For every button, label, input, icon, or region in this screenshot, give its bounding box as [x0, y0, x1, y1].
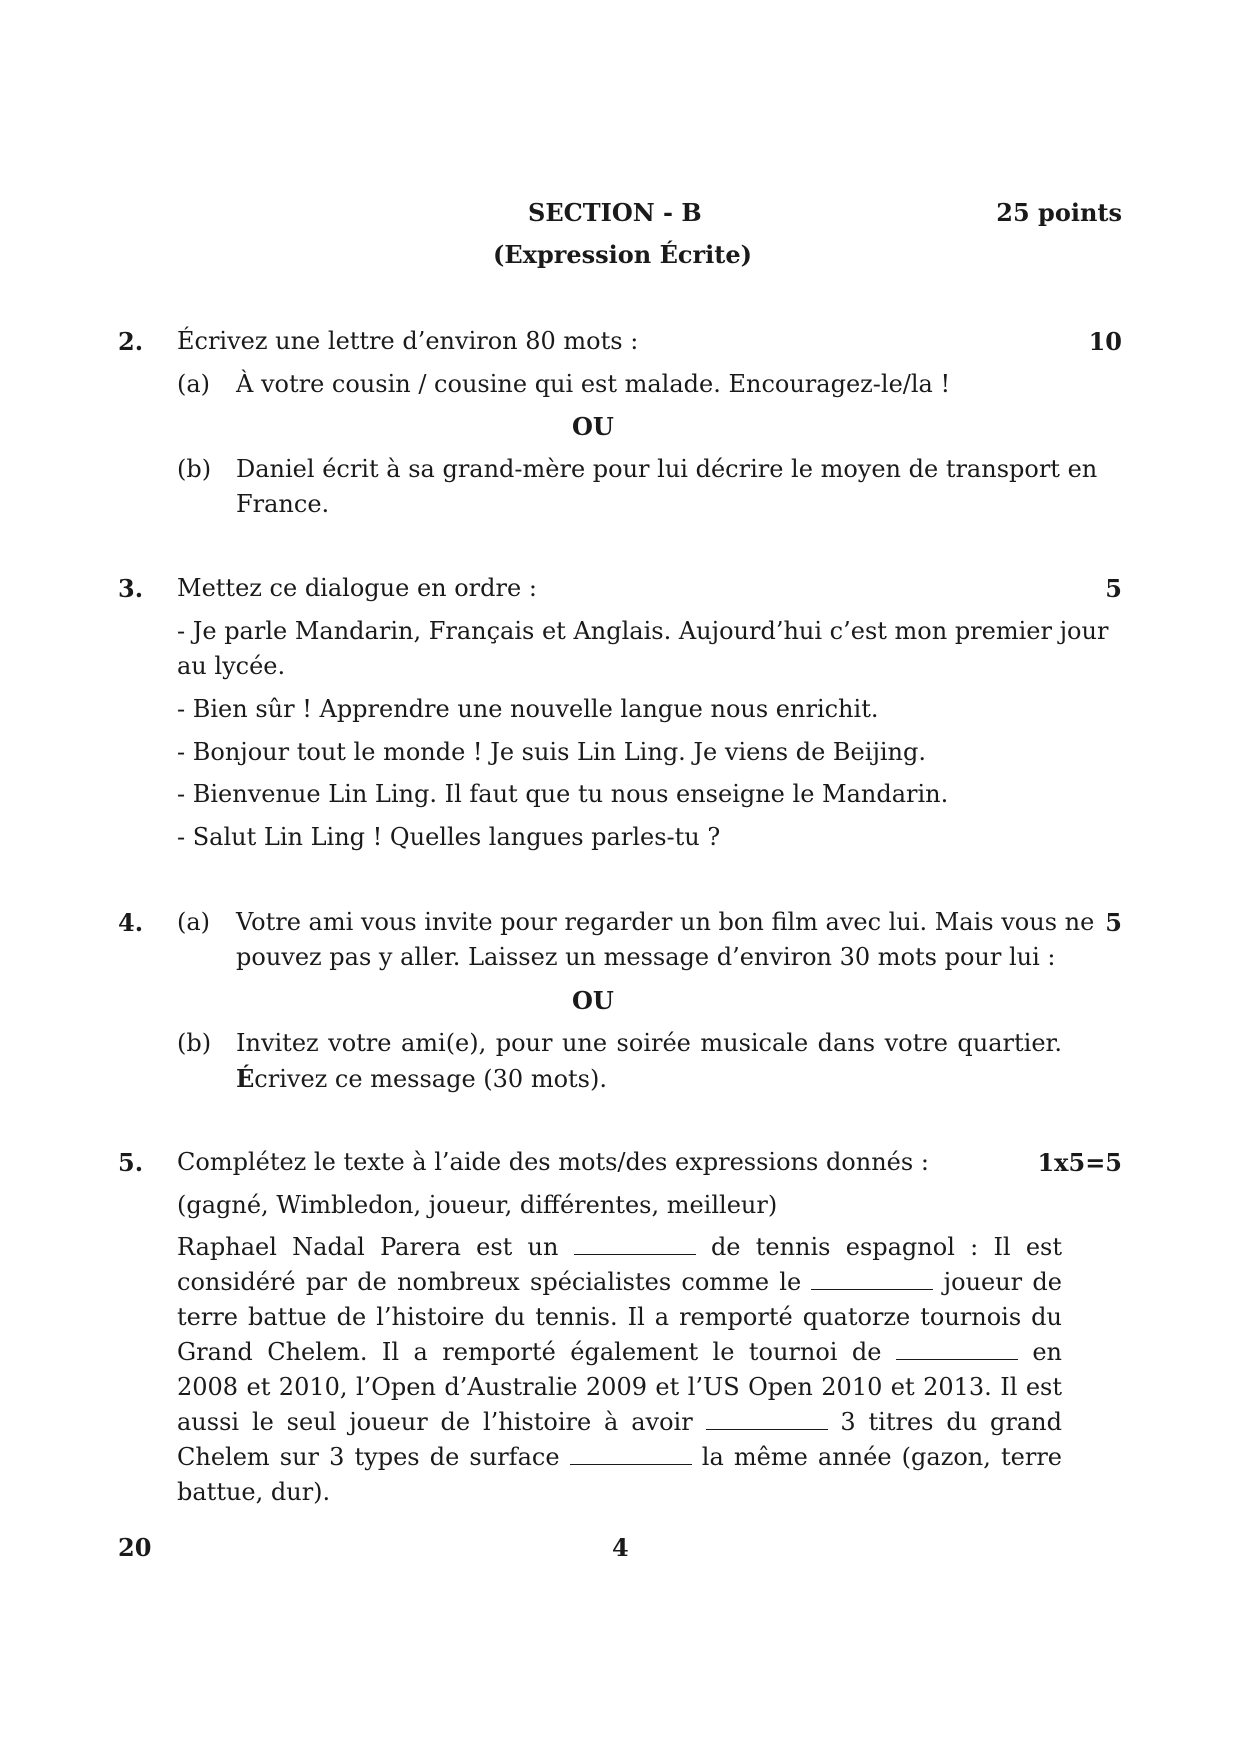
dialogue-line: - Je parle Mandarin, Français et Anglais. Aujourd’hui c’est mon premier jour	[177, 617, 1109, 645]
blank-1	[574, 1234, 696, 1255]
question-2-option-b-label: (b)	[177, 455, 212, 483]
question-2-marks: 10	[1088, 327, 1122, 356]
paper-code: 20	[118, 1533, 152, 1562]
question-5-number: 5.	[118, 1148, 144, 1177]
blank-3	[896, 1339, 1018, 1360]
question-5-marks: 1x5=5	[1037, 1148, 1122, 1177]
blank-2	[811, 1269, 933, 1290]
question-3-prompt: Mettez ce dialogue en ordre :	[177, 574, 537, 602]
word-bank: (gagné, Wimbledon, joueur, différentes, meilleur)	[177, 1191, 778, 1219]
bold-initial: É	[236, 1064, 255, 1093]
passage-segment: Raphael Nadal Parera est un	[177, 1233, 574, 1261]
dialogue-line: - Bienvenue Lin Ling. Il faut que tu nous enseigne le Mandarin.	[177, 780, 949, 808]
page-number: 4	[612, 1533, 629, 1562]
question-2-option-a-text: À votre cousin / cousine qui est malade. Encouragez-le/la !	[236, 370, 951, 398]
question-5-prompt: Complétez le texte à l’aide des mots/des expressions donnés :	[177, 1148, 929, 1176]
dialogue-line: - Bien sûr ! Apprendre une nouvelle langue nous enrichit.	[177, 695, 879, 723]
blank-5	[570, 1444, 692, 1465]
passage-segment: de tennis espagnol : Il est considéré par de nombreux spécialistes comme le	[177, 1233, 1062, 1296]
dialogue-line: - Bonjour tout le monde ! Je suis Lin Ling. Je viens de Beijing.	[177, 738, 927, 766]
question-4-option-a-line1: Votre ami vous invite pour regarder un bon film avec lui. Mais vous ne	[236, 908, 1095, 936]
question-2-number: 2.	[118, 327, 144, 356]
question-4-option-b-label: (b)	[177, 1029, 212, 1057]
fill-in-passage	[177, 1230, 1062, 1510]
passage-segment: la même année (gazon, terre battue, dur).	[177, 1443, 1063, 1506]
section-points: 25 points	[996, 198, 1122, 227]
passage-segment: joueur de terre battue de l’histoire du tennis. Il a remporté quatorze tournois du Grand Chelem. Il a remporté également le tournoi de	[177, 1268, 1062, 1366]
question-2-or: OU	[572, 412, 614, 441]
blank-4	[706, 1409, 828, 1430]
passage-segment: en 2008 et 2010, l’Open d’Australie 2009 et l’US Open 2010 et 2013. Il est aussi le seul joueur de l’histoire à avoir	[177, 1338, 1063, 1436]
section-title: SECTION - B	[528, 198, 702, 227]
question-2-prompt: Écrivez une lettre d’environ 80 mots :	[177, 327, 639, 355]
dialogue-line: au lycée.	[177, 652, 286, 680]
question-4-marks: 5	[1105, 908, 1122, 937]
dialogue-line: - Salut Lin Ling ! Quelles langues parles-tu ?	[177, 823, 721, 851]
question-4-option-a-line2: pouvez pas y aller. Laissez un message d’environ 30 mots pour lui :	[236, 943, 1056, 971]
question-3-number: 3.	[118, 574, 144, 603]
question-4-option-b-line1: Invitez votre ami(e), pour une soirée musicale dans votre quartier.	[236, 1029, 1062, 1057]
question-2-option-b-line1: Daniel écrit à sa grand-mère pour lui décrire le moyen de transport en	[236, 455, 1098, 483]
question-4-option-a-label: (a)	[177, 908, 211, 936]
question-2-option-b-line2: France.	[236, 490, 330, 518]
passage-segment: 3 titres du grand Chelem sur 3 types de surface	[177, 1408, 1062, 1471]
question-3-marks: 5	[1105, 574, 1122, 603]
question-4-number: 4.	[118, 908, 144, 937]
question-4-option-b-line2-rest: crivez ce message (30 mots).	[254, 1065, 607, 1093]
question-4-or: OU	[572, 986, 614, 1015]
question-2-option-a-label: (a)	[177, 370, 211, 398]
section-subtitle: (Expression Écrite)	[493, 240, 752, 269]
question-4-option-b-line2	[236, 1061, 607, 1097]
